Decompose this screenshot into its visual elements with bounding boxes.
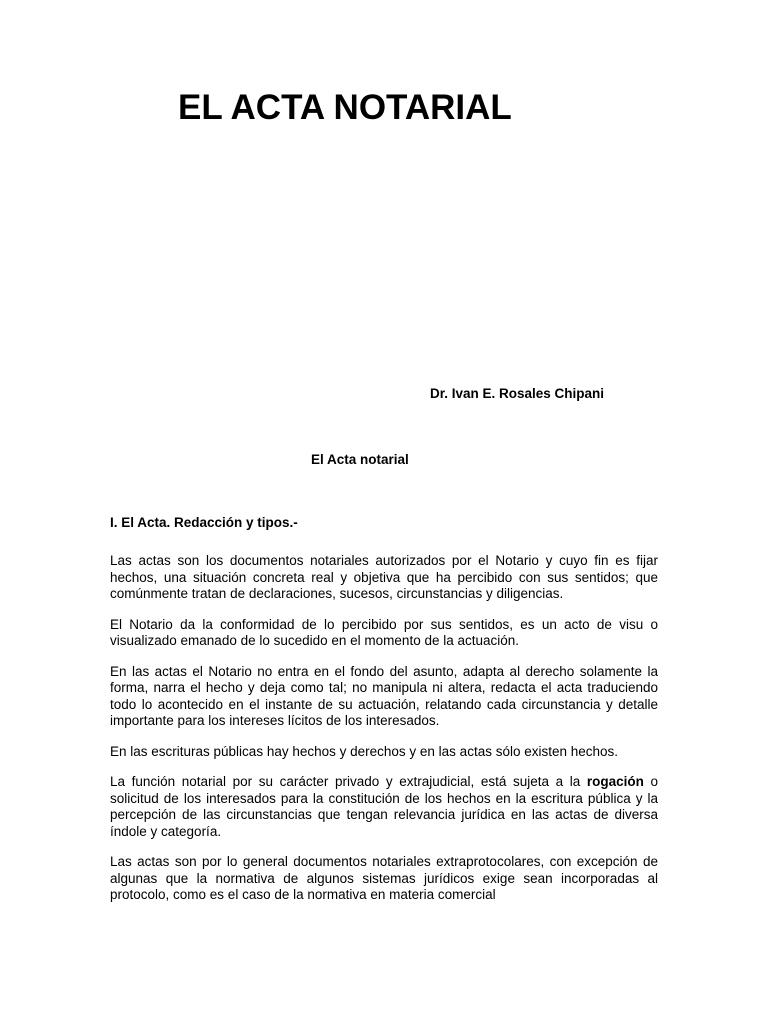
paragraph-5-text-before: La función notarial por su carácter privado y extrajudicial, está sujeta a la [110, 774, 587, 789]
rogacion-term: rogación [586, 774, 644, 789]
document-body [110, 553, 658, 918]
author-name: Dr. Ivan E. Rosales Chipani [430, 386, 605, 401]
document-subtitle: El Acta notarial [311, 452, 409, 467]
paragraph-2: El Notario da la conformidad de lo percibido por sus sentidos, es un acto de visu o visualizado emanado de lo sucedido en el momento de la actuación. [110, 616, 658, 648]
paragraph-5-text-after: o solicitud de los interesados para la constitución de los hechos en la escritura pública y la percepción de las circunstancias que tengan relevancia jurídica en las actas de diversa índole y categoría. [110, 774, 658, 839]
paragraph-3: En las actas el Notario no entra en el fondo del asunto, adapta al derecho solamente la forma, narra el hecho y deja como tal; no manipula ni altera, redacta el acta traduciendo todo lo acontecido en el instante de su actuación, relatando cada circunstancia y detalle importante para los intereses lícitos de los interesados. [110, 663, 658, 728]
document-title: EL ACTA NOTARIAL [178, 88, 512, 127]
paragraph-6: Las actas son por lo general documentos notariales extraprotocolares, con excepción de algunas que la normativa de algunos sistemas jurídicos exige sean incorporadas al protocolo, como es el caso de la normativa en materia comercial [110, 854, 658, 902]
paragraph-4: En las escrituras públicas hay hechos y derechos y en las actas sólo existen hechos. [110, 743, 619, 759]
paragraph-5 [110, 774, 658, 840]
paragraph-1: Las actas son los documentos notariales autorizados por el Notario y cuyo fin es fijar hechos, una situación concreta real y objetiva que ha percibido con sus sentidos; que comúnmente tratan de declaraciones, sucesos, circunstancias y diligencias. [110, 553, 658, 601]
section-heading: I. El Acta. Redacción y tipos.- [110, 515, 298, 530]
